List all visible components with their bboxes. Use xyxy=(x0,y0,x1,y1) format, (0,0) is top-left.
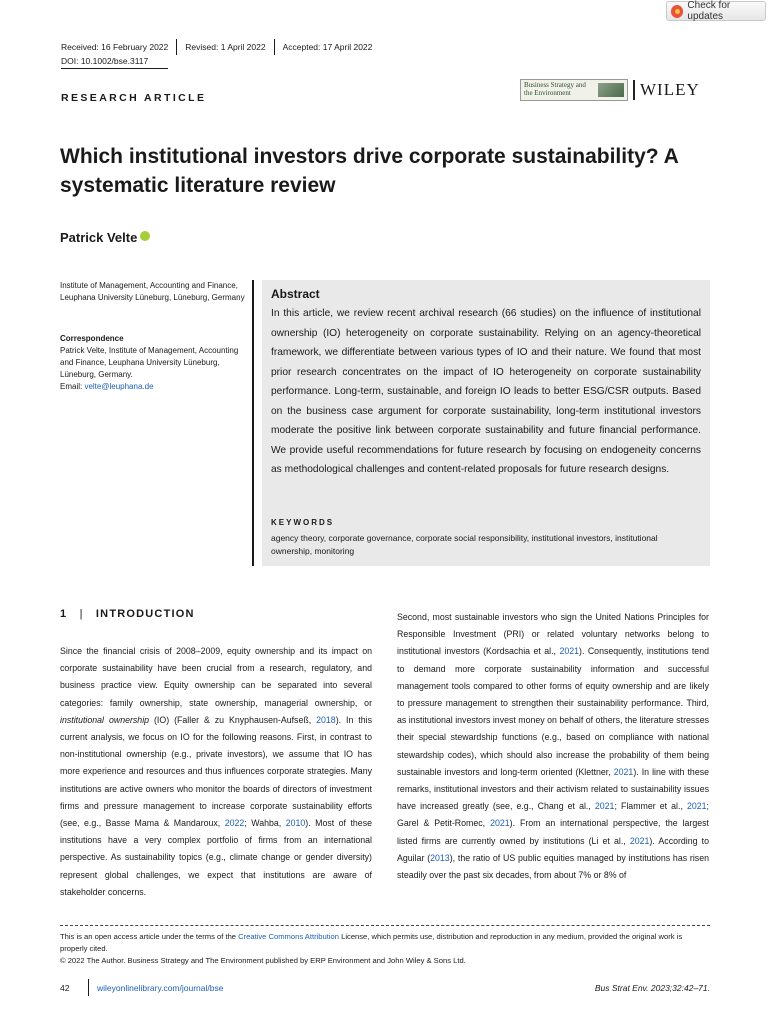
check-updates-label: Check for updates xyxy=(687,0,731,22)
text-span: ). In line with these remarks, institutional investors and their activism related to sustainability issues have increased greatly (see, e.g., Chang et al., xyxy=(397,766,710,812)
license-line xyxy=(60,931,710,955)
citation-link[interactable]: 2022 xyxy=(224,818,245,829)
text-span: ). From an international perspective, the largest listed firms are currently owned by institutions (Li et al., xyxy=(397,818,709,846)
check-updates-icon xyxy=(671,5,683,18)
journal-logo[interactable] xyxy=(520,79,628,101)
intro-column-2 xyxy=(397,609,709,884)
journal-cover-icon xyxy=(598,83,624,97)
correspondence xyxy=(60,333,250,393)
text-span: This is an open access article under the terms of the xyxy=(60,932,239,941)
license-link[interactable]: Creative Commons Attribution xyxy=(238,932,339,941)
page-divider xyxy=(88,979,89,996)
abstract-text: In this article, we review recent archival research (66 studies) on the influence of institutional ownership (IO) heterogeneity on corporate sustainability. Relying on an agency-theoretical framework, we differentiate between various types of IO and their nature. We found that most prior research concentrates on the impact of IO heterogeneity on corporate sustainability performance. Long-term, sustainable, and foreign IO leads to better ESG/CSR outputs. Based on the business case argument for corporate sustainability, long-term institutional investors moderate the positive link between corporate sustainability and future financial performance. We provide useful recommendations for future research by focusing on endogeneity concerns as methodological challenges and content-related proposals for future research designs. xyxy=(271,308,701,475)
email-link[interactable]: velte@leuphana.de xyxy=(84,382,154,391)
copyright-line: © 2022 The Author. Business Strategy and The Environment published by ERP Environment and John Wiley & Sons Ltd. xyxy=(60,956,466,965)
section-number: 1 xyxy=(60,608,68,620)
intro-column-1 xyxy=(60,643,372,901)
abstract-rule xyxy=(252,280,254,566)
author-name[interactable]: Patrick Velte xyxy=(60,230,138,245)
keywords-text: agency theory, corporate governance, corporate social responsibility, institutional investors, institutional ownership, monitoring xyxy=(271,533,658,556)
abstract-heading: Abstract xyxy=(271,287,320,301)
correspondence-email-line xyxy=(60,381,250,393)
revised-date: Revised: 1 April 2022 xyxy=(185,42,266,52)
correspondence-body: Patrick Velte, Institute of Management, Accounting and Finance, Leuphana University Lüneburg, Lüneburg, Germany. xyxy=(60,346,239,379)
citation-link[interactable]: 2021 xyxy=(559,646,580,657)
citation-link[interactable]: 2021 xyxy=(613,766,634,777)
article-dates xyxy=(61,39,372,55)
footer-divider xyxy=(60,925,710,926)
text-span: ). According to Aguilar ( xyxy=(397,835,709,863)
text-span: Second, most sustainable investors who sign the United Nations Principles for Responsible Investment (PRI) or related voluntary networks belong to institutional investors (Kordsachia et al., xyxy=(397,612,709,657)
citation-link[interactable]: 2021 xyxy=(594,801,615,812)
citation-link[interactable]: 2010 xyxy=(285,818,306,829)
email-label: Email: xyxy=(60,382,85,391)
citation-link[interactable]: 2018 xyxy=(316,714,336,725)
text-span: License, which permits use, distribution and reproduction in any medium, provided the original work is properly cited. xyxy=(60,932,683,953)
journal-url-link[interactable]: wileyonlinelibrary.com/journal/bse xyxy=(97,983,224,993)
page-number: 42 xyxy=(60,983,70,993)
affiliation: Institute of Management, Accounting and Finance, Leuphana University Lüneburg, Lüneburg, Germany xyxy=(60,281,245,302)
date-divider xyxy=(176,39,177,55)
header-rule xyxy=(61,68,168,69)
text-span: ; Garel & Petit-Romec, xyxy=(397,801,709,829)
article-title: Which institutional investors drive corporate sustainability? A systematic literature review xyxy=(60,145,679,197)
received-date: Received: 16 February 2022 xyxy=(61,42,169,52)
citation-link[interactable]: 2021 xyxy=(629,835,650,846)
text-span: ; Flammer et al., xyxy=(614,801,687,812)
text-span: ). In this current analysis, we focus on IO for the following reasons. First, in contrast to non-institutional ownership (e.g., private investors), we assume that IO has more experience and resources and thus influences corporate strategies. Many institutions are active owners who monitor the boards of directors of investment firms and pressure management to increase corporate sustainability efforts (see, e.g., Basse Mama & Mandaroux, xyxy=(60,714,372,829)
logo-divider xyxy=(633,80,635,100)
doi[interactable]: DOI: 10.1002/bse.3117 xyxy=(61,56,149,66)
correspondence-heading: Correspondence xyxy=(60,334,124,343)
text-span: ). Most of these institutions have a very complex portfolio of firms from an international perspective. As sustainability topics (e.g., climate change or gender diversity) represent global challenges, we expect that institutions are aware of stakeholder concerns. xyxy=(60,818,372,897)
text-span: ). Consequently, institutions tend to demand more corporate sustainability information and successful management tools compared to other forms of equity ownership and are likely to pressure management to strengthen their sustainability performance. Third, as institutional investors invest money on behalf of others, the literature stresses their special stewardship functions (e.g., based on compliance with national stewardship codes), which should also increase the probability of them being sustainable investors and long-term oriented (Klettner, xyxy=(397,646,709,777)
text-span: Since the financial crisis of 2008–2009, equity ownership and its impact on corporate sustainability have been crucial from a research, regulatory, and business practice view. Equity ownership can be separated into several categories: family ownership, state ownership, managerial ownership, or xyxy=(60,646,372,708)
article-type: RESEARCH ARTICLE xyxy=(61,92,207,104)
author-line xyxy=(60,230,150,245)
section-divider: | xyxy=(79,608,84,620)
citation-link[interactable]: 2021 xyxy=(686,801,707,812)
journal-logo-text: Business Strategy and the Environment xyxy=(524,81,586,97)
emphasis: institutional ownership xyxy=(60,714,150,725)
check-for-updates-button[interactable] xyxy=(666,1,766,21)
date-divider xyxy=(274,39,275,55)
section-heading xyxy=(60,608,195,620)
publisher-logo[interactable]: WILEY xyxy=(640,80,700,99)
license-footnote xyxy=(60,931,710,967)
text-span: ; Wahba, xyxy=(244,818,286,829)
text-span: ), the ratio of US public equities managed by institutions has risen steadily over the past six decades, from about 7% or 8% of xyxy=(397,852,709,881)
citation-link[interactable]: 2021 xyxy=(490,818,510,829)
accepted-date: Accepted: 17 April 2022 xyxy=(282,42,373,52)
journal-citation: Bus Strat Env. 2023;32:42–71. xyxy=(594,983,710,993)
text-span: (IO) (Faller & zu Knyphausen-Aufseß, xyxy=(149,714,317,725)
citation-link[interactable]: 2013 xyxy=(430,852,450,863)
keywords-heading: KEYWORDS xyxy=(271,518,335,527)
section-title: INTRODUCTION xyxy=(95,608,195,620)
orcid-icon[interactable] xyxy=(140,231,150,241)
